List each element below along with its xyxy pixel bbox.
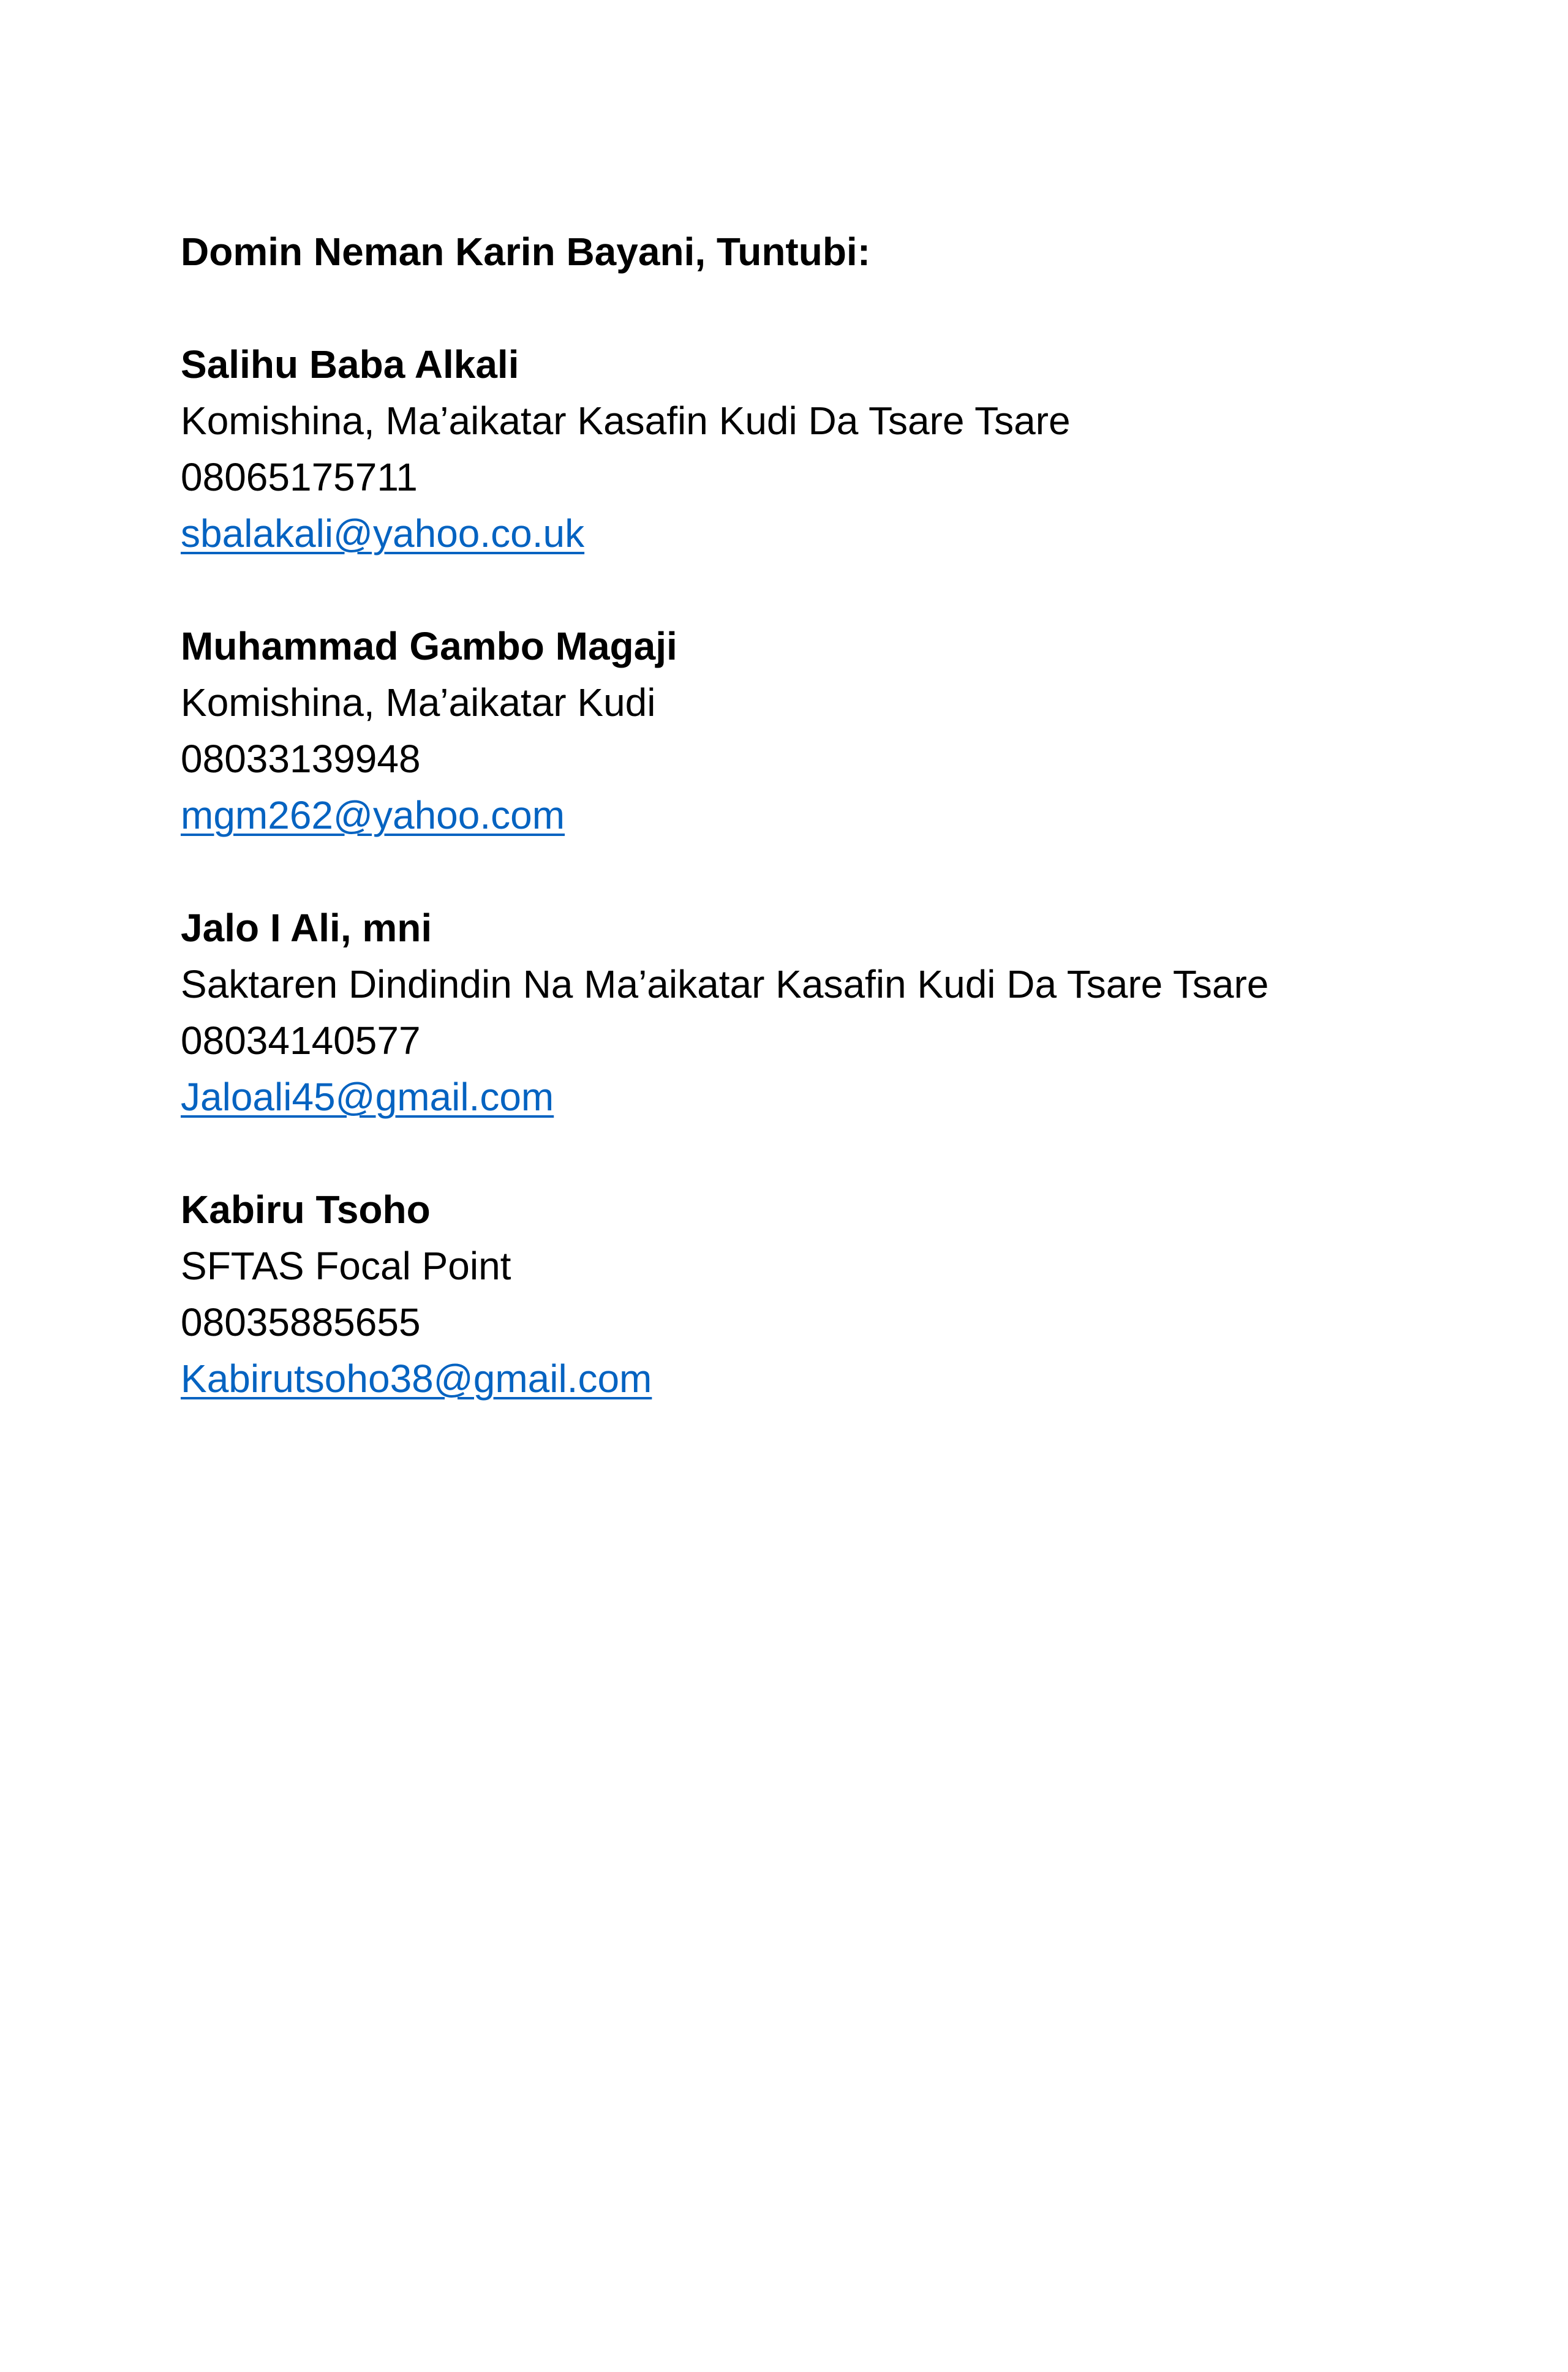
contact-block-3 bbox=[181, 900, 1406, 1125]
contact-name: Salihu Baba Alkali bbox=[181, 342, 519, 386]
contact-phone: 08034140577 bbox=[181, 1018, 421, 1063]
contact-email-link[interactable]: Jaloali45@gmail.com bbox=[181, 1075, 554, 1119]
contact-block-1 bbox=[181, 336, 1406, 562]
page-heading: Domin Neman Karin Bayani, Tuntubi: bbox=[181, 230, 870, 274]
contact-phone: 08035885655 bbox=[181, 1300, 421, 1344]
contact-email-link[interactable]: mgm262@yahoo.com bbox=[181, 793, 565, 837]
contact-block-4 bbox=[181, 1181, 1406, 1407]
contact-title: Komishina, Ma’aikatar Kasafin Kudi Da Tsare Tsare bbox=[181, 399, 1071, 443]
contact-title: SFTAS Focal Point bbox=[181, 1244, 511, 1288]
contact-email-link[interactable]: sbalakali@yahoo.co.uk bbox=[181, 511, 585, 555]
document-page bbox=[181, 224, 1406, 1407]
contact-title: Komishina, Ma’aikatar Kudi bbox=[181, 680, 656, 725]
contact-name: Jalo I Ali, mni bbox=[181, 906, 432, 950]
contact-title: Saktaren Dindindin Na Ma’aikatar Kasafin Kudi Da Tsare Tsare bbox=[181, 962, 1269, 1006]
contact-name: Muhammad Gambo Magaji bbox=[181, 624, 677, 668]
contact-phone: 08065175711 bbox=[181, 455, 418, 499]
contact-email-link[interactable]: Kabirutsoho38@gmail.com bbox=[181, 1357, 652, 1401]
contact-name: Kabiru Tsoho bbox=[181, 1188, 431, 1232]
contact-phone: 08033139948 bbox=[181, 737, 421, 781]
contact-block-2 bbox=[181, 618, 1406, 843]
